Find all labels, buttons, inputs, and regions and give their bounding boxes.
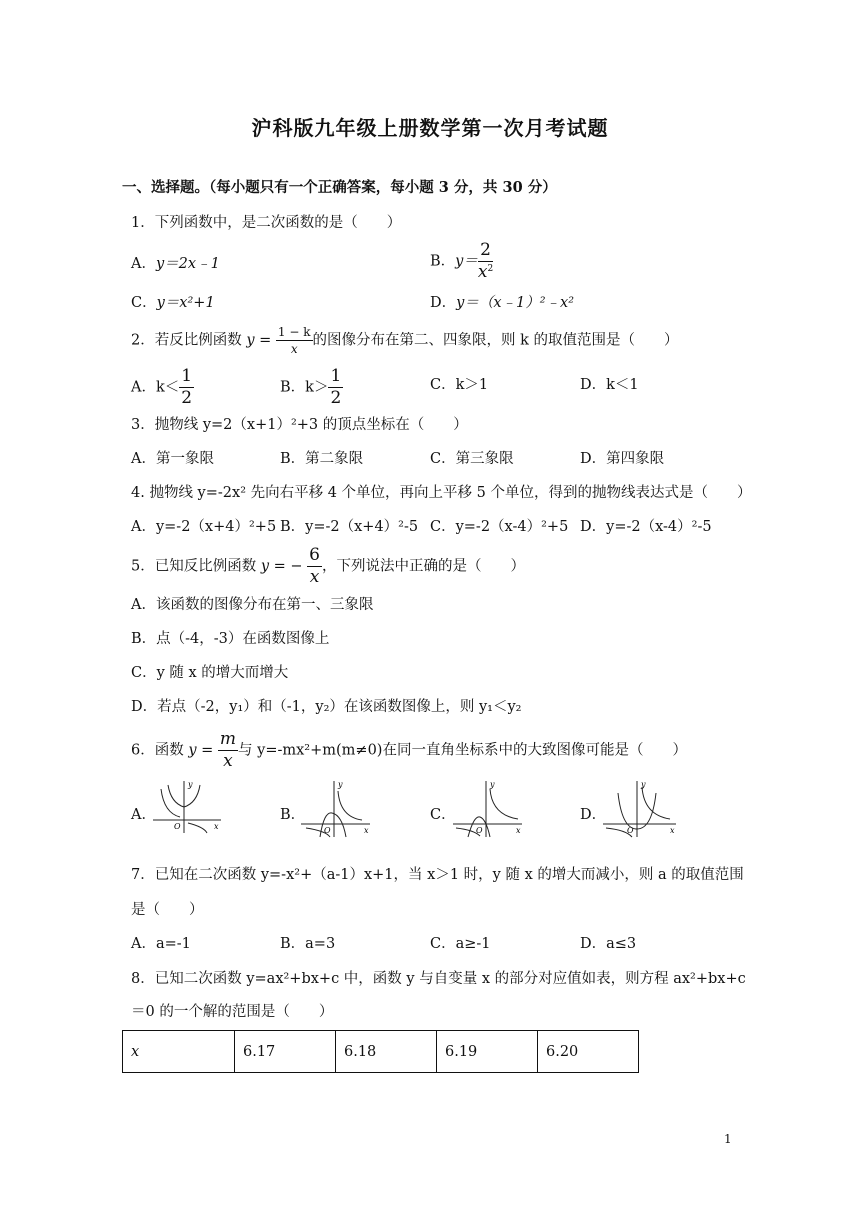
stem-prefix: 6．函数 <box>131 742 184 759</box>
origin-label: O <box>174 822 181 831</box>
question-3-option-b: B．第二象限 <box>280 451 364 467</box>
fraction-denominator <box>478 262 493 281</box>
graph-c <box>450 777 528 839</box>
fraction-denominator <box>276 341 313 355</box>
table-cell: 6.17 <box>235 1031 336 1073</box>
question-5-option-c: C．y 随 x 的增大而增大 <box>131 665 289 681</box>
table-cell: 6.19 <box>437 1031 538 1073</box>
question-8-stem-line1: 8．已知二次函数 y=ax²+bx+c 中，函数 y 与自变量 x 的部分对应值如表，则方程 ax²+bx+c <box>131 971 746 987</box>
origin-label: O <box>476 826 483 835</box>
question-1-option-d <box>430 296 574 311</box>
origin-label: O <box>324 826 331 835</box>
table-cell: 6.20 <box>538 1031 639 1073</box>
hyperbola-branch-right <box>338 791 362 820</box>
option-expr: y＝2x﹣1 <box>155 256 220 272</box>
table-cell: 6.18 <box>336 1031 437 1073</box>
fraction <box>218 731 238 770</box>
x-axis-label: x <box>214 822 219 831</box>
question-5-stem <box>131 547 525 586</box>
stem-suffix: 的图像分布在第二、四象限，则 k 的取值范围是（ ） <box>312 332 679 349</box>
question-1-option-c <box>131 296 215 311</box>
question-1-stem: 1．下列函数中，是二次函数的是（ ） <box>131 215 402 231</box>
header-var: x <box>131 1043 140 1060</box>
numerator-var: m <box>219 729 237 749</box>
question-7-option-a: A．a=-1 <box>131 936 191 952</box>
question-4-option-b: B．y=-2（x+4）²-5 <box>280 519 419 535</box>
fraction-numerator: 6 <box>309 545 320 565</box>
question-2-stem <box>131 326 679 355</box>
fraction-denominator <box>307 567 322 586</box>
question-1-option-a <box>131 257 220 272</box>
question-7-option-d: D．a≤3 <box>580 936 637 952</box>
question-3-option-c: C．第三象限 <box>430 451 514 467</box>
option-label: B．k＞ <box>280 379 329 396</box>
question-3-stem: 3．抛物线 y=2（x+1）²+3 的顶点坐标在（ ） <box>131 417 468 433</box>
function-y: y = <box>246 332 272 349</box>
question-5-option-d: D．若点（-2，y₁）和（-1，y₂）在该函数图像上，则 y₁＜y₂ <box>131 699 522 715</box>
x-axis-label: x <box>516 826 521 835</box>
option-label: D． <box>430 295 457 311</box>
graph-b <box>298 777 376 839</box>
section-heading: 一、选择题。（每小题只有一个正确答案，每小题 3 分，共 30 分） <box>122 179 557 196</box>
question-6-option-d: D． <box>580 807 607 823</box>
y-axis-label: y <box>188 780 193 789</box>
x-axis-label: x <box>364 826 369 835</box>
fraction-numerator <box>218 731 238 751</box>
question-6-stem <box>131 731 687 770</box>
fraction-denominator: 2 <box>181 388 193 408</box>
denominator-var: x <box>477 262 488 282</box>
value-table <box>122 1030 639 1073</box>
fraction-denominator <box>218 751 238 770</box>
question-6-option-b: B． <box>280 807 306 823</box>
fraction-numerator: 1 <box>181 366 193 386</box>
option-expr: y＝（x﹣1）²﹣x² <box>456 295 575 311</box>
denominator-var: x <box>290 342 298 356</box>
page-title: 沪科版九年级上册数学第一次月考试题 <box>251 116 609 140</box>
option-label: A．k＜ <box>131 379 180 396</box>
question-3-option-d: D．第四象限 <box>580 451 665 467</box>
stem-prefix: 5．已知反比例函数 <box>131 558 257 575</box>
fraction-numerator: 2 <box>478 242 493 262</box>
question-2-option-c: C．k＞1 <box>430 377 489 393</box>
y-axis-label: y <box>641 780 646 789</box>
exponent: 2 <box>487 264 494 274</box>
hyperbola-branch-right <box>188 823 207 833</box>
fraction-numerator: 1 − k <box>277 325 311 339</box>
y-axis-label: y <box>490 780 495 789</box>
stem-prefix: 2．若反比例函数 <box>131 332 242 349</box>
question-6-option-a: A． <box>131 807 156 823</box>
denominator-var: x <box>309 567 320 587</box>
denominator-var: x <box>223 751 233 771</box>
option-prefix: y＝ <box>455 253 478 270</box>
question-7-option-b: B．a=3 <box>280 936 336 952</box>
question-4-option-c: C．y=-2（x-4）²+5 <box>430 519 569 535</box>
graph-d <box>600 777 680 839</box>
fraction <box>478 242 493 281</box>
origin-label: O <box>627 826 634 835</box>
option-label: C． <box>131 295 157 311</box>
page-number: 1 <box>724 1132 732 1146</box>
function-y: y = <box>188 742 214 759</box>
question-2-option-d: D．k＜1 <box>580 377 639 393</box>
fraction <box>328 368 343 407</box>
fraction-numerator: 1 <box>330 366 342 386</box>
question-8-stem-line2: ＝0 的一个解的范围是（ ） <box>131 1004 334 1020</box>
question-7-stem-line2: 是（ ） <box>131 902 204 918</box>
fraction <box>179 368 194 407</box>
question-1-option-b <box>430 242 493 281</box>
option-label: A． <box>131 256 156 272</box>
fraction-denominator: 2 <box>330 388 342 408</box>
option-label: B． <box>430 253 456 270</box>
option-expr: y＝x²+1 <box>156 295 215 311</box>
question-6-option-c: C． <box>430 807 456 823</box>
question-2-option-a <box>131 368 194 407</box>
graph-a <box>150 777 225 835</box>
question-4-option-a: A．y=-2（x+4）²+5 <box>131 519 277 535</box>
fraction <box>307 547 322 586</box>
x-axis-label: x <box>670 826 675 835</box>
question-4-option-d: D．y=-2（x-4）²-5 <box>580 519 712 535</box>
question-5-option-a: A．该函数的图像分布在第一、三象限 <box>131 597 374 613</box>
question-4-stem: 4. 抛物线 y=-2x² 先向右平移 4 个单位，再向上平移 5 个单位，得到的抛物线表达式是（ ） <box>131 485 752 501</box>
stem-suffix: 与 y=-mx²+m(m≠0)在同一直角坐标系中的大致图像可能是（ ） <box>238 742 687 759</box>
question-7-option-c: C．a≥-1 <box>430 936 491 952</box>
y-axis-label: y <box>338 780 343 789</box>
table-header-cell <box>123 1031 235 1073</box>
question-2-option-b <box>280 368 343 407</box>
stem-suffix: ，下列说法中正确的是（ ） <box>322 558 525 575</box>
fraction <box>276 326 313 355</box>
table-row <box>123 1031 639 1073</box>
question-7-stem-line1: 7．已知在二次函数 y=-x²+（a-1）x+1，当 x＞1 时，y 随 x 的增大而减小，则 a 的取值范围 <box>131 867 744 883</box>
hyperbola-branch-right <box>490 789 518 819</box>
hyperbola-branch-right <box>642 787 670 819</box>
question-3-option-a: A．第一象限 <box>131 451 214 467</box>
question-5-option-b: B．点（-4，-3）在函数图像上 <box>131 631 330 647</box>
function-y: y = − <box>260 558 303 575</box>
